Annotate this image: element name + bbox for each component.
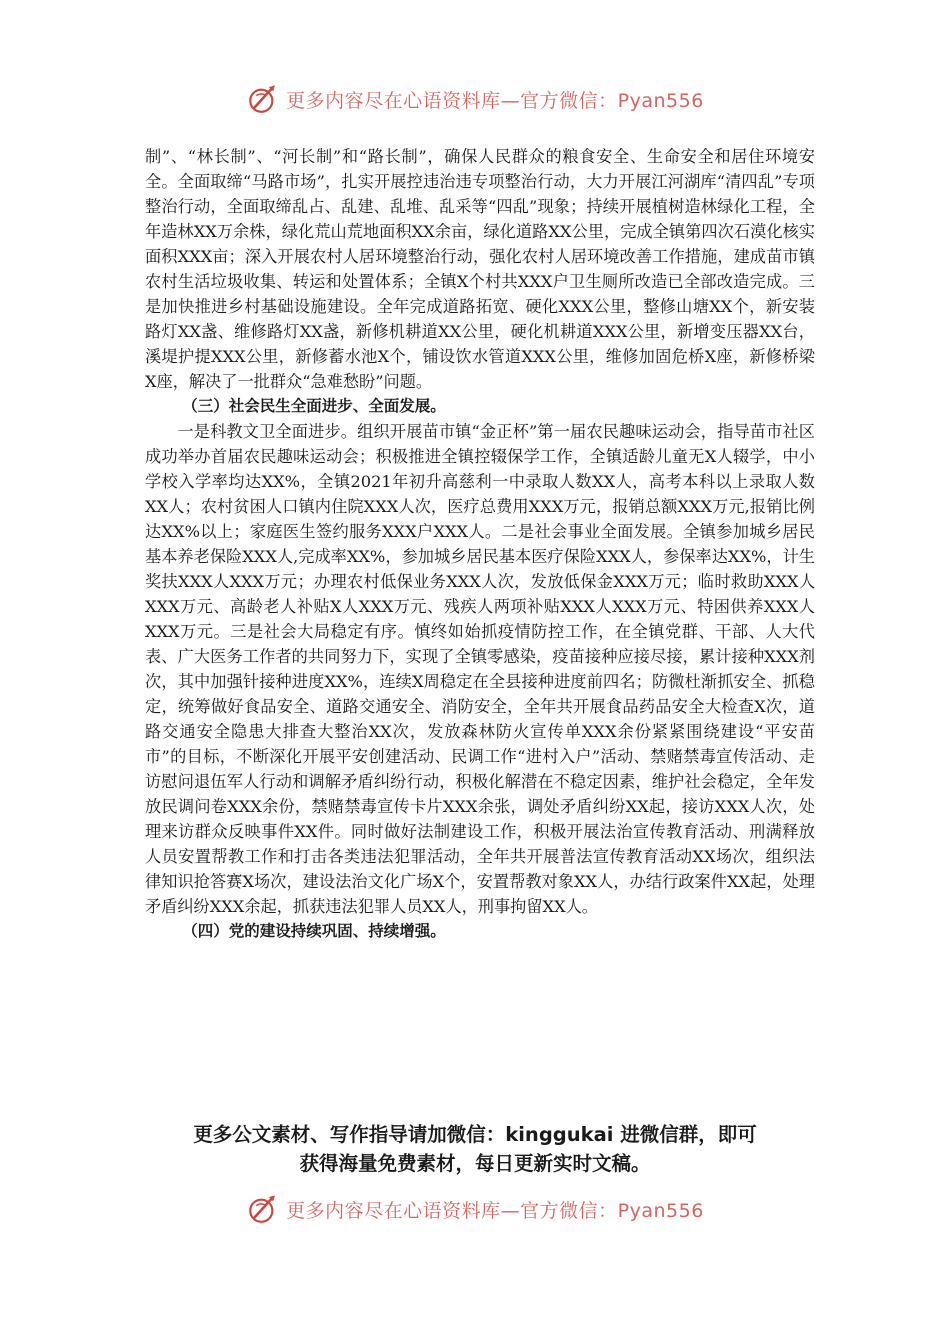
document-body — [145, 144, 815, 944]
header-banner-text: 更多内容尽在心语资料库—官方微信：Pyan556 — [286, 89, 704, 112]
pen-logo-icon — [246, 1192, 280, 1226]
promo-line-2: 获得海量免费素材，每日更新实时文稿。 — [299, 1152, 651, 1175]
footer-banner-text: 更多内容尽在心语资料库—官方微信：Pyan556 — [286, 1199, 704, 1222]
paragraph-continuation: 制”、“林长制”、“河长制”和“路长制”，确保人民群众的粮食安全、生命安全和居住环境安全。全面取缔“马路市场”，扎实开展控违治违专项整治行动，大力开展江河湖库“清四乱”专项整治行动，全面取缔乱占、乱建、乱堆、乱采等“四乱”现象；持续开展植树造林绿化工程，全年造林XX万余株，绿化荒山荒地面积XX余亩，绿化道路XX公里，完成全镇第四次石漠化核实面积XXX亩；深入开展农村人居环境整治行动，强化农村人居环境改善工作措施，建成苗市镇农村生活垃圾收集、转运和处置体系；全镇X个村共XXX户卫生厕所改造已全部改造完成。三是加快推进乡村基础设施建设。全年完成道路拓宽、硬化XXX公里，整修山塘XX个，新安装路灯XX盏、维修路灯XX盏，新修机耕道XX公里，硬化机耕道XXX公里，新增变压器XX台，溪堤护提XXX公里，新修蓄水池X个，铺设饮水管道XXX公里，维修加固危桥X座，新修桥梁X座，解决了一批群众“急难愁盼”问题。 — [145, 147, 815, 391]
header-banner — [0, 82, 950, 126]
paragraph-social-livelihood: 一是科教文卫全面进步。组织开展苗市镇“金正杯”第一届农民趣味运动会，指导苗市社区成功举办首届农民趣味运动会；积极推进全镇控辍保学工作，全镇适龄儿童无X人辍学，中小学校入学率均达XX%，全镇2021年初升高慈利一中录取人数XX人，高考本科以上录取人数XX人；农村贫困人口镇内住院XXX人次，医疗总费用XXX万元，报销总额XXX万元,报销比例达XX%以上；家庭医生签约服务XXX户XXX人。二是社会事业全面发展。全镇参加城乡居民基本养老保险XXX人,完成率XX%，参加城乡居民基本医疗保险XXX人，参保率达XX%，计生奖扶XXX人XXX万元；办理农村低保业务XXX人次，发放低保金XXX万元；临时救助XXX人XXX万元、高龄老人补贴X人XXX万元、残疾人两项补贴XXX人XXX万元、特困供养XXX人XXX万元。三是社会大局稳定有序。慎终如始抓疫情防控工作，在全镇党群、干部、人大代表、广大医务工作者的共同努力下，实现了全镇零感染，疫苗接种应接尽接，累计接种XXX剂次，其中加强针接种进度XX%，连续X周稳定在全县接种进度前四名；防微杜渐抓安全、抓稳定，统筹做好食品安全、道路交通安全、消防安全，全年共开展食品药品安全大检查X次，道路交通安全隐患大排查大整治XX次，发放森林防火宣传单XXX余份紧紧围绕建设“平安苗市”的目标，不断深化开展平安创建活动、民调工作“进村入户”活动、禁赌禁毒宣传活动、走访慰问退伍军人行动和调解矛盾纠纷行动，积极化解潜在不稳定因素，维护社会稳定，全年发放民调问卷XXX余份，禁赌禁毒宣传卡片XXX余张，调处矛盾纠纷XX起，接访XXX人次，处理来访群众反映事件XX件。同时做好法制建设工作，积极开展法治宣传教育活动、刑满释放人员安置帮教工作和打击各类违法犯罪活动，全年共开展普法宣传教育活动XX场次，组织法律知识抢答赛X场次，建设法治文化广场X个，安置帮教对象XX人，办结行政案件XX起，处理矛盾纠纷XXX余起，抓获违法犯罪人员XX人，刑事拘留XX人。 — [145, 422, 815, 916]
footer-banner — [0, 1192, 950, 1236]
promo-notice — [130, 1120, 820, 1178]
pen-logo-icon — [246, 82, 280, 116]
section-heading-3: （三）社会民生全面进步、全面发展。 — [182, 397, 446, 415]
promo-line-1: 更多公文素材、写作指导请加微信：kinggukai 进微信群，即可 — [193, 1123, 757, 1146]
section-heading-4: （四）党的建设持续巩固、持续增强。 — [182, 922, 446, 940]
